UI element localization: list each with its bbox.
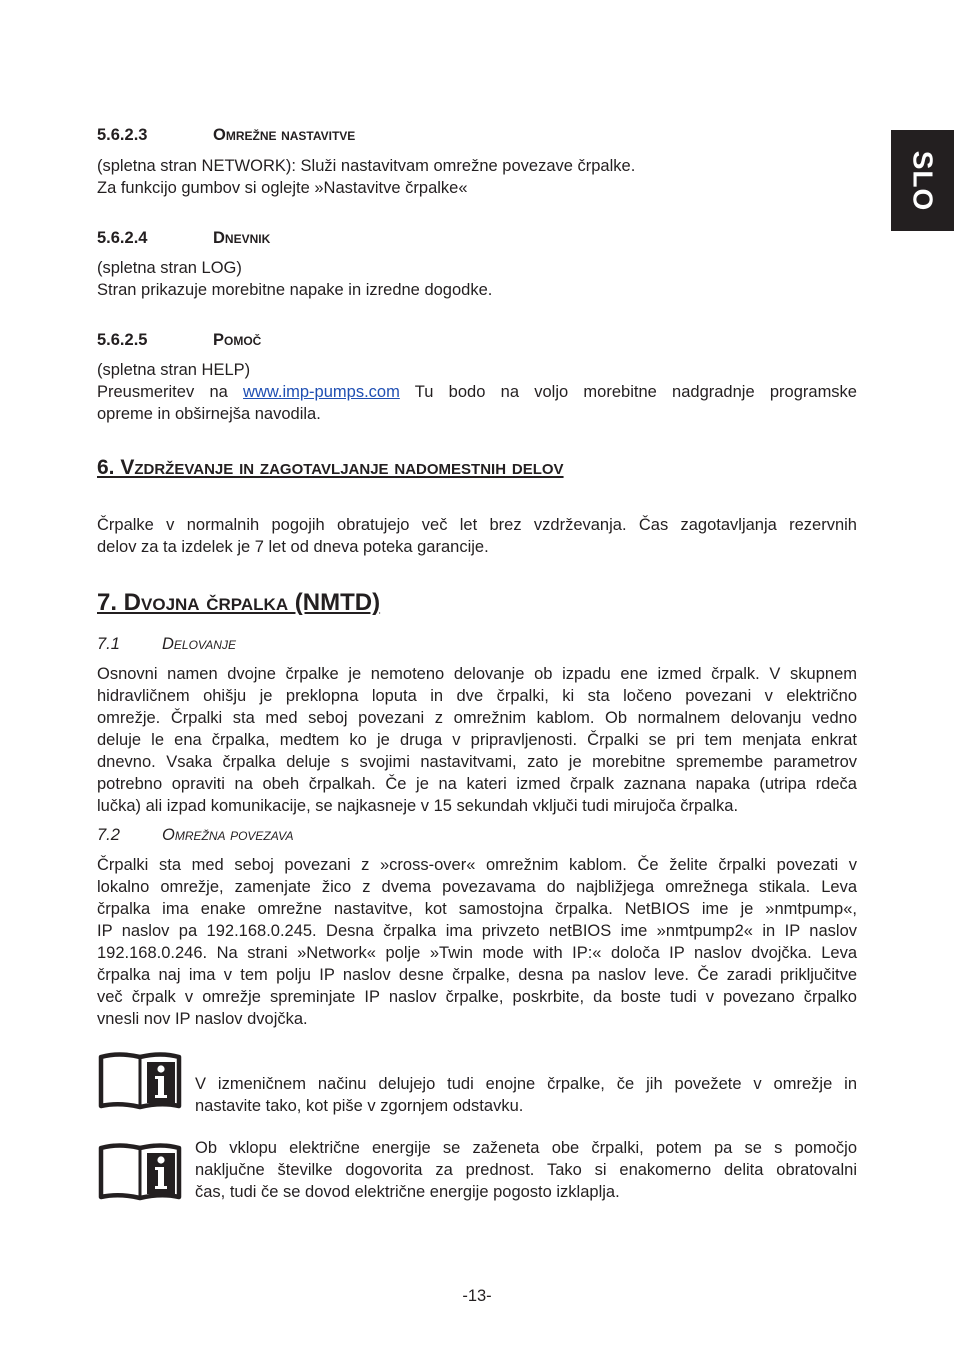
text-line: čas, tudi če se dovod električne energije pogosto izklaplja. [195,1183,620,1201]
text-line: dnevno. Vsaka črpalka deluje s svojimi nastavitvami, zato je morebitne spremembe parametrov [97,753,857,771]
paragraph-71 [97,663,857,817]
heading-number: 5.6.2.3 [97,126,148,144]
heading-71 [97,635,236,654]
heading-number: 7.1 [97,635,120,653]
paragraph-5624 [97,257,857,301]
text-line: (spletna stran LOG) [97,259,242,277]
text-line: Osnovni namen dvojne črpalke je nemoteno delovanje ob izpadu ene izmed črpalk. V skupnem [97,665,857,683]
link-suffix: Tu bodo na voljo morebitne nadgradnje programske [399,383,857,401]
text-line: opreme in obširnejša navodila. [97,405,321,423]
text-line: Stran prikazuje morebitne napake in izredne dogodke. [97,281,493,299]
heading-section-6: 6. Vzdrževanje in zagotavljanje nadomestnih delov [97,456,564,479]
text-line: Ob vklopu električne energije se zaženeta obe črpalki, potem pa se s pomočjo [195,1139,857,1157]
text-line: Črpalke v normalnih pogojih obratujejo več let brez vzdrževanja. Čas zagotavljanja rezervnih [97,516,857,534]
text-line-with-link [97,381,857,403]
heading-72 [97,826,293,845]
heading-5623 [97,126,355,145]
text-line: Za funkcijo gumbov si oglejte »Nastavitve črpalke« [97,179,468,197]
heading-title: Delovanje [162,635,236,653]
text-line: Črpalki sta med seboj povezani z »cross-over« omrežnim kablom. Če želite črpalki povezati v [97,856,857,874]
text-line: delov za ta izdelek je 7 let od dneva poteka garancije. [97,538,489,556]
text-line: naključne številke dogovorita za prednost. Tako si enakomerno delita obratovalni [195,1161,857,1179]
text-line: deluje le ena črpalka, medtem ko je druga v pripravljenosti. Črpalki se pri tem menjata enkrat [97,731,857,749]
text-line: črpalka ima enake omrežne nastavitve, kot samostojna črpalka. NetBIOS ime je »nmtpump«, [97,900,857,918]
text-line: lokalno omrežje, zamenjate žico z dvema povezavama do najbližjega omrežnega stikala. Leva [97,878,857,896]
heading-section-7: 7. Dvojna črpalka (NMTD) [97,589,381,616]
website-link[interactable]: www.imp-pumps.com [243,383,400,401]
text-line: potrebno opraviti na obeh črpalkah. Če je na kateri izmed črpalk zaznana napaka (utripa rdeča [97,775,857,793]
heading-number: 5.6.2.5 [97,331,148,349]
paragraph-72 [97,854,857,1030]
text-line: črpalka naj ima v tem polju IP naslov desne črpalke, desna pa naslov leve. Če zaradi priključitve [97,966,857,984]
text-line: vnesli nov IP naslov dvojčka. [97,1010,308,1028]
info-book-icon [97,1051,183,1111]
info-book-icon [97,1142,183,1202]
page-number: -13- [462,1287,492,1305]
text-line: 192.168.0.246. Na strani »Network« polje »Twin mode with IP:« določa IP naslov dvojčka. Leva [97,944,857,962]
text-line: hidravličnem ohišju je preklopna loputa in dve črpalki, ki sta ločeno povezani v električno [97,687,857,705]
text-line: (spletna stran HELP) [97,361,251,379]
text-line: nastavite tako, kot piše v zgornjem odstavku. [195,1097,524,1115]
note-2 [195,1137,857,1203]
text-line: IP naslov pa 192.168.0.245. Desna črpalka ima privzeto netBIOS ime »nmtpump2« in IP naslov [97,922,857,940]
paragraph-section-6 [97,514,857,558]
heading-5625 [97,331,261,350]
heading-number: 7.2 [97,826,120,844]
paragraph-5625 [97,359,857,425]
heading-number: 5.6.2.4 [97,229,148,247]
note-1 [195,1073,857,1117]
text-line: V izmeničnem načinu delujejo tudi enojne črpalke, če jih povežete v omrežje in [195,1075,857,1093]
text-line: omrežje. Črpalki sta med seboj povezani z omrežnim kablom. Ob normalnem delovanju vedno [97,709,857,727]
heading-title: Omrežne nastavitve [213,126,356,144]
text-line: lučka) ali izpad komunikacije, se najkasneje v 15 sekundah vključi tudi mirujoča črpalka. [97,797,739,815]
heading-title: Pomoč [213,331,262,349]
link-prefix: Preusmeritev na [97,383,244,401]
language-tab [891,130,954,231]
text-line: (spletna stran NETWORK): Služi nastavitvam omrežne povezave črpalke. [97,157,636,175]
heading-5624 [97,229,270,248]
language-tab-label: SLO [907,150,939,211]
text-line: več črpalk v omrežje spreminjate IP naslov črpalke, poskrbite, da boste tudi v povezano črpalko [97,988,857,1006]
heading-title: Dnevnik [213,229,271,247]
paragraph-5623 [97,155,857,199]
heading-title: Omrežna povezava [162,826,294,844]
